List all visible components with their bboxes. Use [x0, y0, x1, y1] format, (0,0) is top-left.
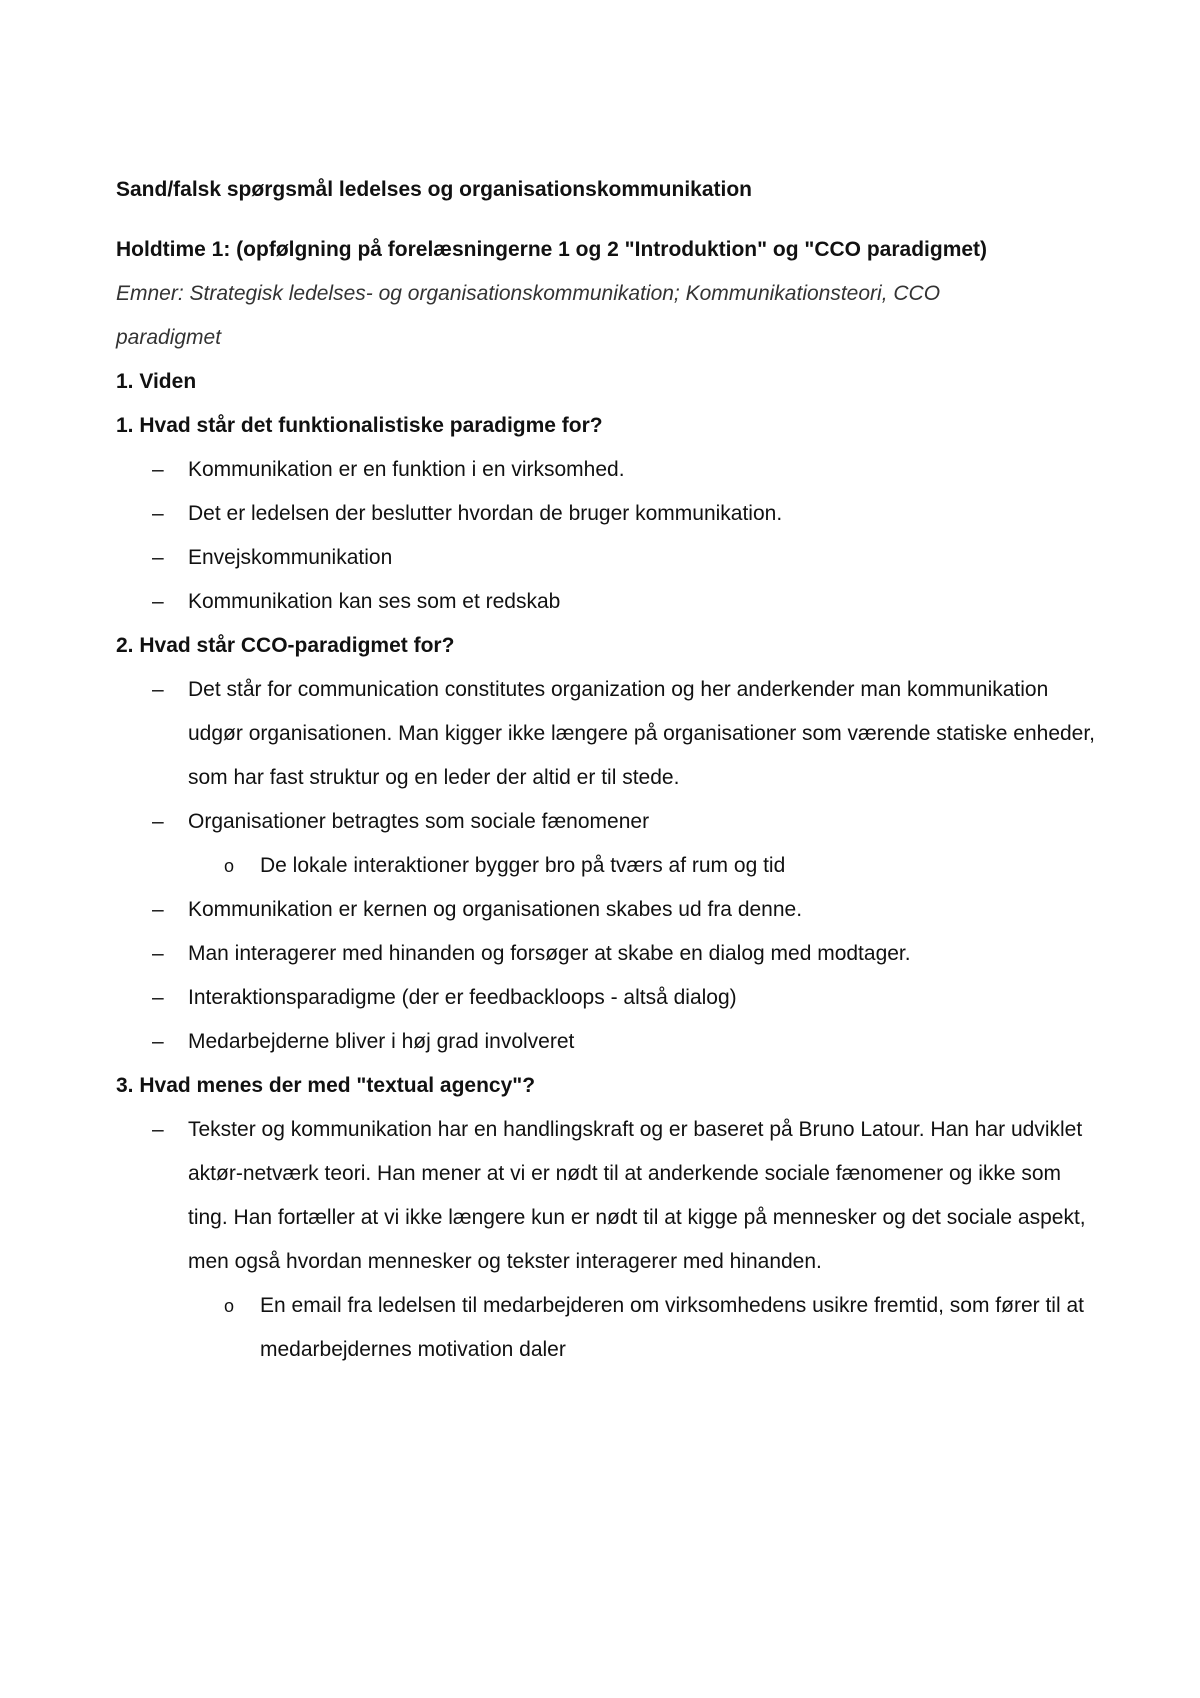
dash-bullet: – [152, 546, 164, 569]
answer-list [116, 448, 1096, 624]
list-item [116, 668, 1096, 800]
list-item [116, 448, 1096, 492]
circle-bullet: o [224, 856, 235, 876]
sub-list [188, 1284, 1096, 1372]
list-item-text: Man interagerer med hinanden og forsøger at skabe en dialog med modtager. [188, 942, 911, 965]
question-heading: 1. Hvad står det funktionalistiske paradigme for? [116, 414, 603, 437]
list-item [116, 1108, 1096, 1372]
list-item-text: Envejskommunikation [188, 546, 393, 569]
sub-list-item-text: En email fra ledelsen til medarbejderen om virksomhedens usikre fremtid, som fører til at medarbejdernes motivation daler [260, 1294, 1084, 1361]
dash-bullet: – [152, 458, 164, 481]
list-item-text: Kommunikation er kernen og organisationen skabes ud fra denne. [188, 898, 803, 921]
list-item-text: Kommunikation er en funktion i en virksomhed. [188, 458, 625, 481]
dash-bullet: – [152, 1118, 164, 1141]
list-item [116, 932, 1096, 976]
sub-list [188, 844, 1096, 888]
dash-bullet: – [152, 590, 164, 613]
session-heading: Holdtime 1: (opfølgning på forelæsningerne 1 og 2 "Introduktion" og "CCO paradigmet) [116, 238, 988, 261]
document-body [116, 168, 1096, 1372]
dash-bullet: – [152, 502, 164, 525]
dash-bullet: – [152, 1030, 164, 1053]
list-item-text: Det står for communication constitutes organization og her anderkender man kommunikation udgør organisationen. Man kigger ikke længere på organisationer som værende statiske enheder, som har fast struktur og en leder der altid er til stede. [188, 678, 1096, 789]
dash-bullet: – [152, 678, 164, 701]
list-item [116, 492, 1096, 536]
question-heading: 2. Hvad står CCO-paradigmet for? [116, 634, 455, 657]
circle-bullet: o [224, 1296, 235, 1316]
list-item-text: Medarbejderne bliver i høj grad involveret [188, 1030, 575, 1053]
topics-line: Emner: Strategisk ledelses- og organisationskommunikation; Kommunikationsteori, CCO paradigmet [116, 282, 941, 349]
list-item [116, 888, 1096, 932]
question-heading: 3. Hvad menes der med "textual agency"? [116, 1074, 536, 1097]
dash-bullet: – [152, 898, 164, 921]
list-item-text: Kommunikation kan ses som et redskab [188, 590, 561, 613]
sub-list-item [188, 1284, 1096, 1372]
dash-bullet: – [152, 986, 164, 1009]
list-item [116, 580, 1096, 624]
part-heading: 1. Viden [116, 370, 197, 393]
dash-bullet: – [152, 810, 164, 833]
sub-list-item [188, 844, 1096, 888]
answer-list [116, 1108, 1096, 1372]
list-item [116, 800, 1096, 888]
answer-list [116, 668, 1096, 1064]
sub-list-item-text: De lokale interaktioner bygger bro på tværs af rum og tid [260, 854, 786, 877]
list-item [116, 536, 1096, 580]
dash-bullet: – [152, 942, 164, 965]
list-item-text: Organisationer betragtes som sociale fænomener [188, 810, 650, 833]
list-item-text: Interaktionsparadigme (der er feedbackloops - altså dialog) [188, 986, 737, 1009]
list-item [116, 1020, 1096, 1064]
document-title: Sand/falsk spørgsmål ledelses og organisationskommunikation [116, 178, 752, 201]
list-item-text: Det er ledelsen der beslutter hvordan de bruger kommunikation. [188, 502, 783, 525]
list-item [116, 976, 1096, 1020]
list-item-text: Tekster og kommunikation har en handlingskraft og er baseret på Bruno Latour. Han har udviklet aktør-netværk teori. Han mener at vi er nødt til at anderkende sociale fænomener og ikke som ting. Han fortæller at vi ikke længere kun er nødt til at kigge på mennesker og det sociale aspekt, men også hvordan mennesker og tekster interagerer med hinanden. [188, 1118, 1086, 1273]
